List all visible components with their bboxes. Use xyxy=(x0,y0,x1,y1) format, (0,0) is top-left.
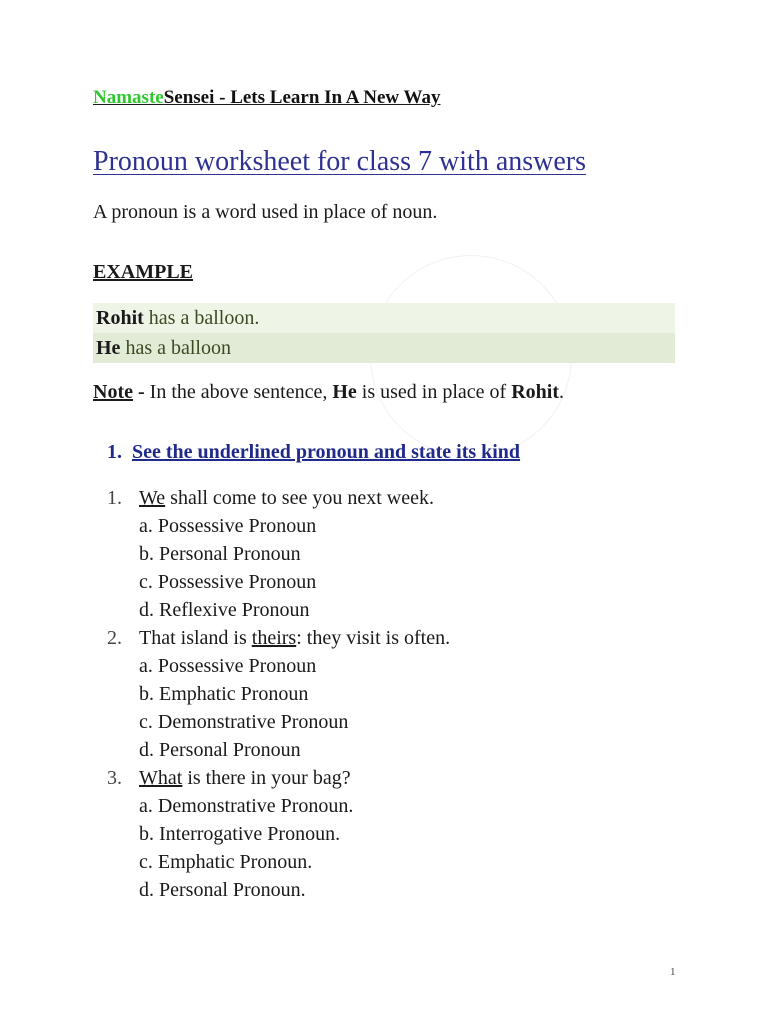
example-row xyxy=(93,333,675,363)
answer-option: a. Possessive Pronoun xyxy=(139,515,317,537)
note-bold-pronoun: He xyxy=(332,381,357,403)
page-title[interactable]: Pronoun worksheet for class 7 with answers xyxy=(93,146,587,177)
underlined-pronoun: We xyxy=(139,487,166,509)
answer-option: d. Reflexive Pronoun xyxy=(139,599,310,621)
answer-option: c. Demonstrative Pronoun xyxy=(139,711,349,733)
question-number: 3. xyxy=(107,767,122,789)
question-number: 1. xyxy=(107,487,122,509)
answer-option: d. Personal Pronoun. xyxy=(139,879,306,901)
answer-option: a. Possessive Pronoun xyxy=(139,655,317,677)
example-pronoun: He xyxy=(96,337,121,359)
underlined-pronoun: theirs xyxy=(251,627,297,649)
question-item xyxy=(107,624,450,652)
answer-option: b. Personal Pronoun xyxy=(139,543,301,565)
section-number: 1. xyxy=(107,441,122,463)
note-bold-noun: Rohit xyxy=(511,381,559,403)
question-text: That island is theirs: they visit is often. xyxy=(139,627,451,649)
note-text: In the above sentence, xyxy=(149,381,333,403)
question-item xyxy=(107,764,450,792)
example-rest: has a balloon xyxy=(120,337,231,359)
example-row xyxy=(93,303,675,333)
example-heading: EXAMPLE xyxy=(93,261,193,283)
note-text: . xyxy=(559,381,564,403)
note-label: Note xyxy=(93,381,133,403)
page-number: 1 xyxy=(670,966,676,978)
example-noun: Rohit xyxy=(96,307,144,329)
site-header[interactable] xyxy=(93,87,440,109)
note-dash: - xyxy=(132,381,150,403)
answer-option: b. Emphatic Pronoun xyxy=(139,683,309,705)
answer-option: b. Interrogative Pronoun. xyxy=(139,823,341,845)
answer-option: a. Demonstrative Pronoun. xyxy=(139,795,354,817)
brand-name-green: Namaste xyxy=(93,87,164,108)
answer-option: c. Possessive Pronoun xyxy=(139,571,317,593)
example-table xyxy=(93,303,675,363)
example-rest: has a balloon. xyxy=(143,307,260,329)
brand-tagline: Sensei - Lets Learn In A New Way xyxy=(163,87,441,108)
section-heading[interactable] xyxy=(107,441,520,464)
question-list xyxy=(107,484,450,904)
note xyxy=(93,381,564,404)
question-item xyxy=(107,484,450,512)
pronoun-definition: A pronoun is a word used in place of noun. xyxy=(93,201,438,223)
section-text: See the underlined pronoun and state its kind xyxy=(132,441,521,463)
question-number: 2. xyxy=(107,627,122,649)
answer-option: d. Personal Pronoun xyxy=(139,739,301,761)
question-text: What is there in your bag? xyxy=(139,767,351,789)
note-text: is used in place of xyxy=(356,381,512,403)
question-text: We shall come to see you next week. xyxy=(139,487,434,509)
underlined-pronoun: What xyxy=(139,767,183,789)
answer-option: c. Emphatic Pronoun. xyxy=(139,851,313,873)
